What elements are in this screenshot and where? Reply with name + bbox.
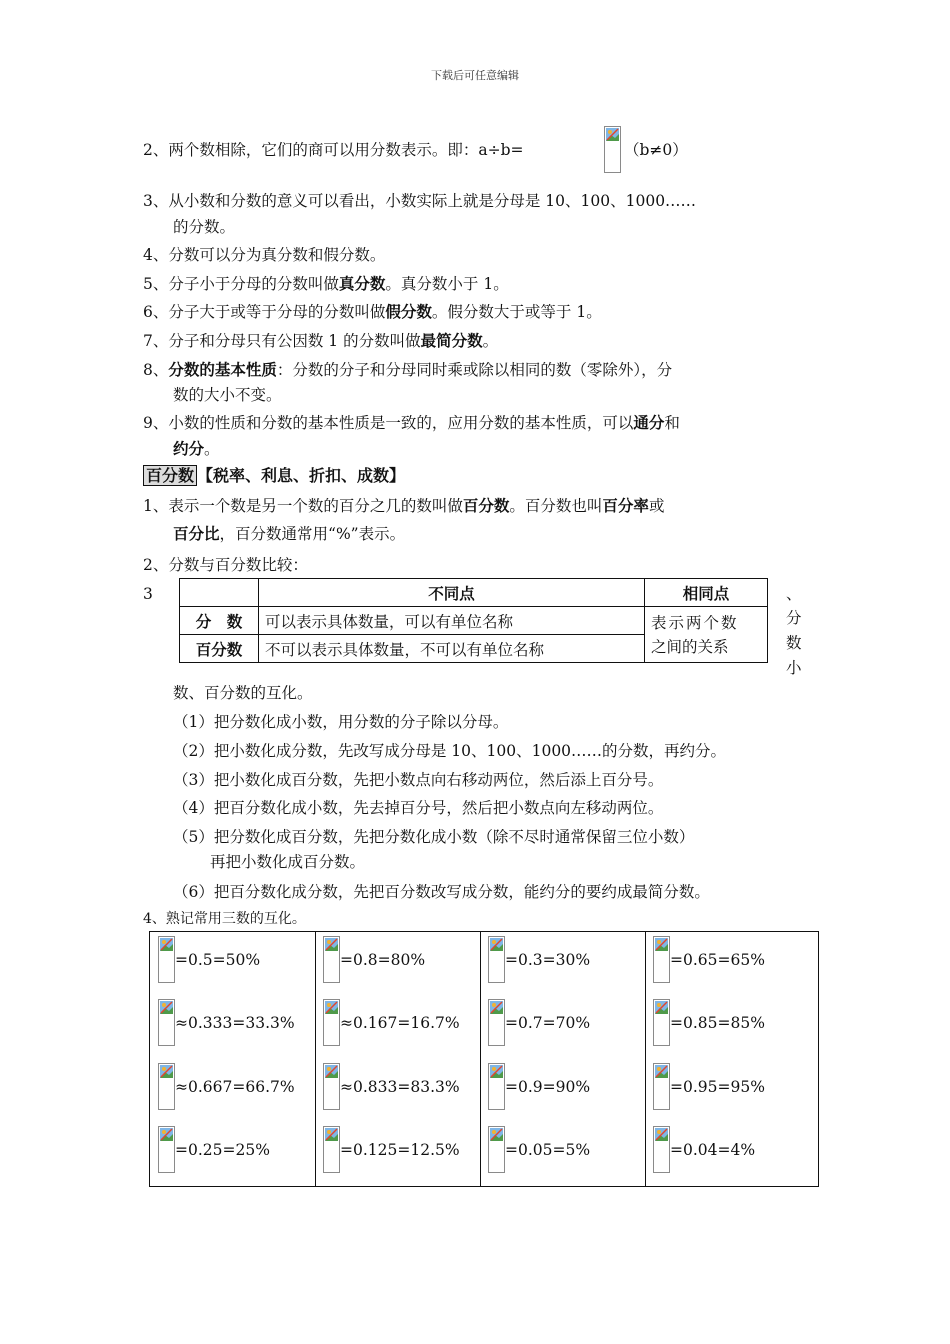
item-3-cont: 的分数。 bbox=[173, 218, 236, 236]
same-line-1: 表示两个数 bbox=[651, 613, 739, 632]
item-9-cont: 约分。 bbox=[173, 440, 220, 458]
conversion-value: =0.85=85% bbox=[670, 1014, 765, 1032]
conversion-value: ≈0.833=83.3% bbox=[340, 1078, 460, 1096]
item-6: 6、分子大于或等于分母的分数叫做假分数。假分数大于或等于 1。 bbox=[143, 303, 602, 321]
side-char-3: 数 bbox=[786, 634, 802, 652]
side-char-2: 分 bbox=[786, 609, 802, 627]
conversion-cell bbox=[323, 936, 425, 983]
step-4: （4）把百分数化成小数，先去掉百分号，然后把小数点向左移动两位。 bbox=[173, 799, 664, 817]
item-2-tail: （b≠0） bbox=[624, 141, 688, 159]
same-line-2: 之间的关系 bbox=[651, 637, 729, 656]
conversion-value: =0.65=65% bbox=[670, 951, 765, 969]
step-5: （5）把分数化成百分数，先把分数化成小数（除不尽时通常保留三位小数） bbox=[173, 828, 695, 846]
fraction-image-icon bbox=[653, 1126, 670, 1173]
side-char-1: 、 bbox=[786, 585, 802, 603]
conversion-value: =0.04=4% bbox=[670, 1141, 756, 1159]
grid-divider bbox=[480, 932, 481, 1186]
row-label-fraction: 分 数 bbox=[180, 607, 259, 635]
conversion-value: ≈0.167=16.7% bbox=[340, 1014, 460, 1032]
conversion-value: =0.3=30% bbox=[505, 951, 591, 969]
conversion-value: ≈0.333=33.3% bbox=[175, 1014, 295, 1032]
table-row bbox=[180, 607, 768, 635]
same-point-cell bbox=[645, 607, 768, 663]
conversion-cell bbox=[653, 1063, 765, 1110]
step-5-cont: 再把小数化成百分数。 bbox=[210, 853, 366, 871]
row-diff-fraction: 可以表示具体数量，可以有单位名称 bbox=[259, 607, 645, 635]
fraction-image-icon bbox=[488, 936, 505, 983]
conversion-value: ≈0.667=66.7% bbox=[175, 1078, 295, 1096]
fraction-image-icon bbox=[158, 999, 175, 1046]
fraction-image-icon bbox=[323, 1063, 340, 1110]
header-diff: 不同点 bbox=[259, 579, 645, 607]
page-header: 下载后可任意编辑 bbox=[431, 69, 519, 82]
conversion-cell bbox=[653, 936, 765, 983]
comparison-table bbox=[179, 578, 768, 663]
conversion-cell bbox=[488, 1126, 590, 1173]
conversion-cell bbox=[158, 999, 295, 1046]
item-3: 3、从小数和分数的意义可以看出，小数实际上就是分母是 10、100、1000…… bbox=[143, 192, 697, 210]
conversion-value: =0.9=90% bbox=[505, 1078, 591, 1096]
conversion-cell bbox=[323, 1126, 460, 1173]
conversion-value: =0.125=12.5% bbox=[340, 1141, 460, 1159]
fraction-image-icon bbox=[488, 999, 505, 1046]
fraction-image-icon bbox=[323, 1126, 340, 1173]
conversion-value: =0.05=5% bbox=[505, 1141, 591, 1159]
percent-title-boxed: 百分数 bbox=[143, 465, 197, 486]
item-9: 9、小数的性质和分数的基本性质是一致的，应用分数的基本性质，可以通分和 bbox=[143, 414, 680, 432]
conversion-value: =0.7=70% bbox=[505, 1014, 591, 1032]
item-8: 8、分数的基本性质：分数的分子和分母同时乘或除以相同的数（零除外），分 bbox=[143, 361, 673, 379]
fraction-image-icon bbox=[653, 999, 670, 1046]
step-1: （1）把分数化成小数，用分数的分子除以分母。 bbox=[173, 713, 509, 731]
fraction-image-icon bbox=[158, 936, 175, 983]
fraction-image-icon bbox=[158, 1126, 175, 1173]
conversion-cell bbox=[323, 1063, 460, 1110]
fraction-image-icon bbox=[604, 126, 621, 173]
conversion-cell bbox=[323, 999, 460, 1046]
fraction-image-icon bbox=[323, 936, 340, 983]
step-6: （6）把百分数化成分数，先把百分数改写成分数，能约分的要约成最简分数。 bbox=[173, 883, 710, 901]
conversion-cell bbox=[158, 1126, 270, 1173]
conversion-cell bbox=[488, 999, 590, 1046]
item-8-cont: 数的大小不变。 bbox=[173, 386, 282, 404]
fraction-image-icon bbox=[158, 1063, 175, 1110]
table-corner bbox=[180, 579, 259, 607]
conversion-value: =0.5=50% bbox=[175, 951, 261, 969]
item-7: 7、分子和分母只有公因数 1 的分数叫做最简分数。 bbox=[143, 332, 499, 350]
item-2: 2、两个数相除，它们的商可以用分数表示。即：a÷b= bbox=[143, 141, 524, 159]
side-char-4: 小 bbox=[786, 659, 802, 677]
header-same: 相同点 bbox=[645, 579, 768, 607]
step-2: （2）把小数化成分数，先改写成分母是 10、100、1000……的分数，再约分。 bbox=[173, 742, 727, 760]
conversion-cell bbox=[488, 936, 590, 983]
percent-section-title: 百分数 【税率、利息、折扣、成数】 bbox=[143, 465, 405, 487]
conversion-cell bbox=[158, 936, 260, 983]
percent-item-3-cont: 数、百分数的互化。 bbox=[173, 684, 313, 702]
conversion-value: =0.8=80% bbox=[340, 951, 426, 969]
conversion-value: =0.95=95% bbox=[670, 1078, 765, 1096]
grid-divider bbox=[315, 932, 316, 1186]
row-diff-percent: 不可以表示具体数量，不可以有单位名称 bbox=[259, 635, 645, 663]
grid-divider bbox=[645, 932, 646, 1186]
conversion-value: =0.25=25% bbox=[175, 1141, 270, 1159]
fraction-image-icon bbox=[323, 999, 340, 1046]
conversion-cell bbox=[158, 1063, 295, 1110]
fraction-image-icon bbox=[653, 1063, 670, 1110]
fraction-image-icon bbox=[653, 936, 670, 983]
percent-item-1: 1、表示一个数是另一个数的百分之几的数叫做百分数。百分数也叫百分率或 bbox=[143, 497, 665, 515]
percent-item-1-cont: 百分比，百分数通常用“%”表示。 bbox=[173, 525, 406, 543]
percent-item-2: 2、分数与百分数比较： bbox=[143, 556, 308, 574]
conversion-cell bbox=[488, 1063, 590, 1110]
item-5: 5、分子小于分母的分数叫做真分数。真分数小于 1。 bbox=[143, 275, 509, 293]
conversion-cell bbox=[653, 1126, 755, 1173]
item-4: 4、分数可以分为真分数和假分数。 bbox=[143, 246, 386, 264]
fraction-image-icon bbox=[488, 1063, 505, 1110]
percent-item-4: 4、熟记常用三数的互化。 bbox=[143, 911, 306, 927]
row-label-percent: 百分数 bbox=[180, 635, 259, 663]
table-header-row bbox=[180, 579, 768, 607]
conversion-cell bbox=[653, 999, 765, 1046]
fraction-image-icon bbox=[488, 1126, 505, 1173]
percent-item-3-num: 3 bbox=[143, 585, 153, 603]
step-3: （3）把小数化成百分数，先把小数点向右移动两位，然后添上百分号。 bbox=[173, 771, 664, 789]
